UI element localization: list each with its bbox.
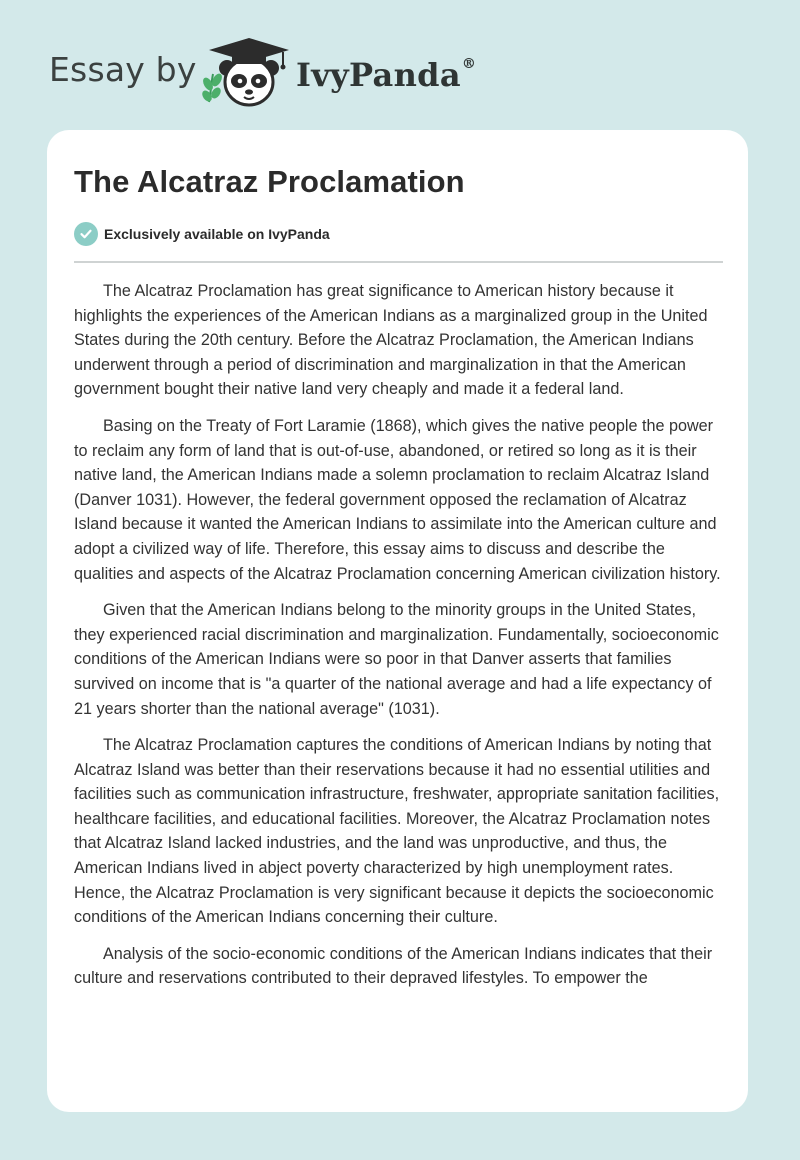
page-title: The Alcatraz Proclamation (74, 164, 465, 199)
paragraph-5: Analysis of the socio-economic conditions of the American Indians indicates that their culture and reservations contributed to their depraved lifestyles. To empower the (74, 944, 713, 988)
title-divider (74, 261, 723, 263)
site-header (0, 0, 800, 130)
paragraph-3: Given that the American Indians belong to the minority groups in the United States, they experienced racial discrimination and marginalization. Fundamentally, socioeconomic conditions of the American Indians were so poor in that Danver asserts that families survived on income that is "a quarter of the national average and had a life expectancy of 21 years shorter than the national average" (1031). (74, 601, 719, 718)
check-circle-icon (74, 222, 98, 246)
brand-name[interactable] (296, 56, 476, 94)
essay-by-label: Essay by (49, 50, 197, 89)
essay-card (47, 130, 748, 1112)
exclusive-badge (74, 221, 330, 247)
paragraph-2: Basing on the Treaty of Fort Laramie (1868), which gives the native people the power to reclaim any form of land that is out-of-use, abandoned, or retired so long as it is their native land, the American Indians made a solemn proclamation to reclaim Alcatraz Island (Danver 1031). However, the federal government opposed the reclamation of Alcatraz Island because it wanted the American Indians to assimilate into the American culture and adopt a civilized way of life. Therefore, this essay aims to discuss and describe the qualities and aspects of the Alcatraz Proclamation concerning American civilization history. (74, 416, 721, 583)
essay-body (74, 279, 724, 1003)
brand-text: IvyPanda (296, 56, 461, 94)
registered-mark: ® (461, 56, 477, 73)
exclusive-badge-label: Exclusively available on IvyPanda (104, 226, 330, 242)
paragraph-1: The Alcatraz Proclamation has great significance to American history because it highlights the experiences of the American Indians as a marginalized group in the United States during the 20th century. Before the Alcatraz Proclamation, the American Indians underwent through a period of discrimination and marginalization in that the American government bought their native land very cheaply and made it a federal land. (74, 282, 708, 399)
paragraph-4: The Alcatraz Proclamation captures the conditions of American Indians by noting that Alcatraz Island was better than their reservations because it had no essential utilities and facilities such as communication infrastructure, freshwater, appropriate sanitation facilities, healthcare facilities, and educational facilities. Moreover, the Alcatraz Proclamation notes that Alcatraz Island lacked industries, and the land was unproductive, and thus, the American Indians lived in abject poverty characterized by high unemployment rates. Hence, the Alcatraz Proclamation is very significant because it depicts the socioeconomic conditions of the American Indians concerning their culture. (74, 736, 720, 927)
panda-logo-icon[interactable] (199, 36, 291, 110)
